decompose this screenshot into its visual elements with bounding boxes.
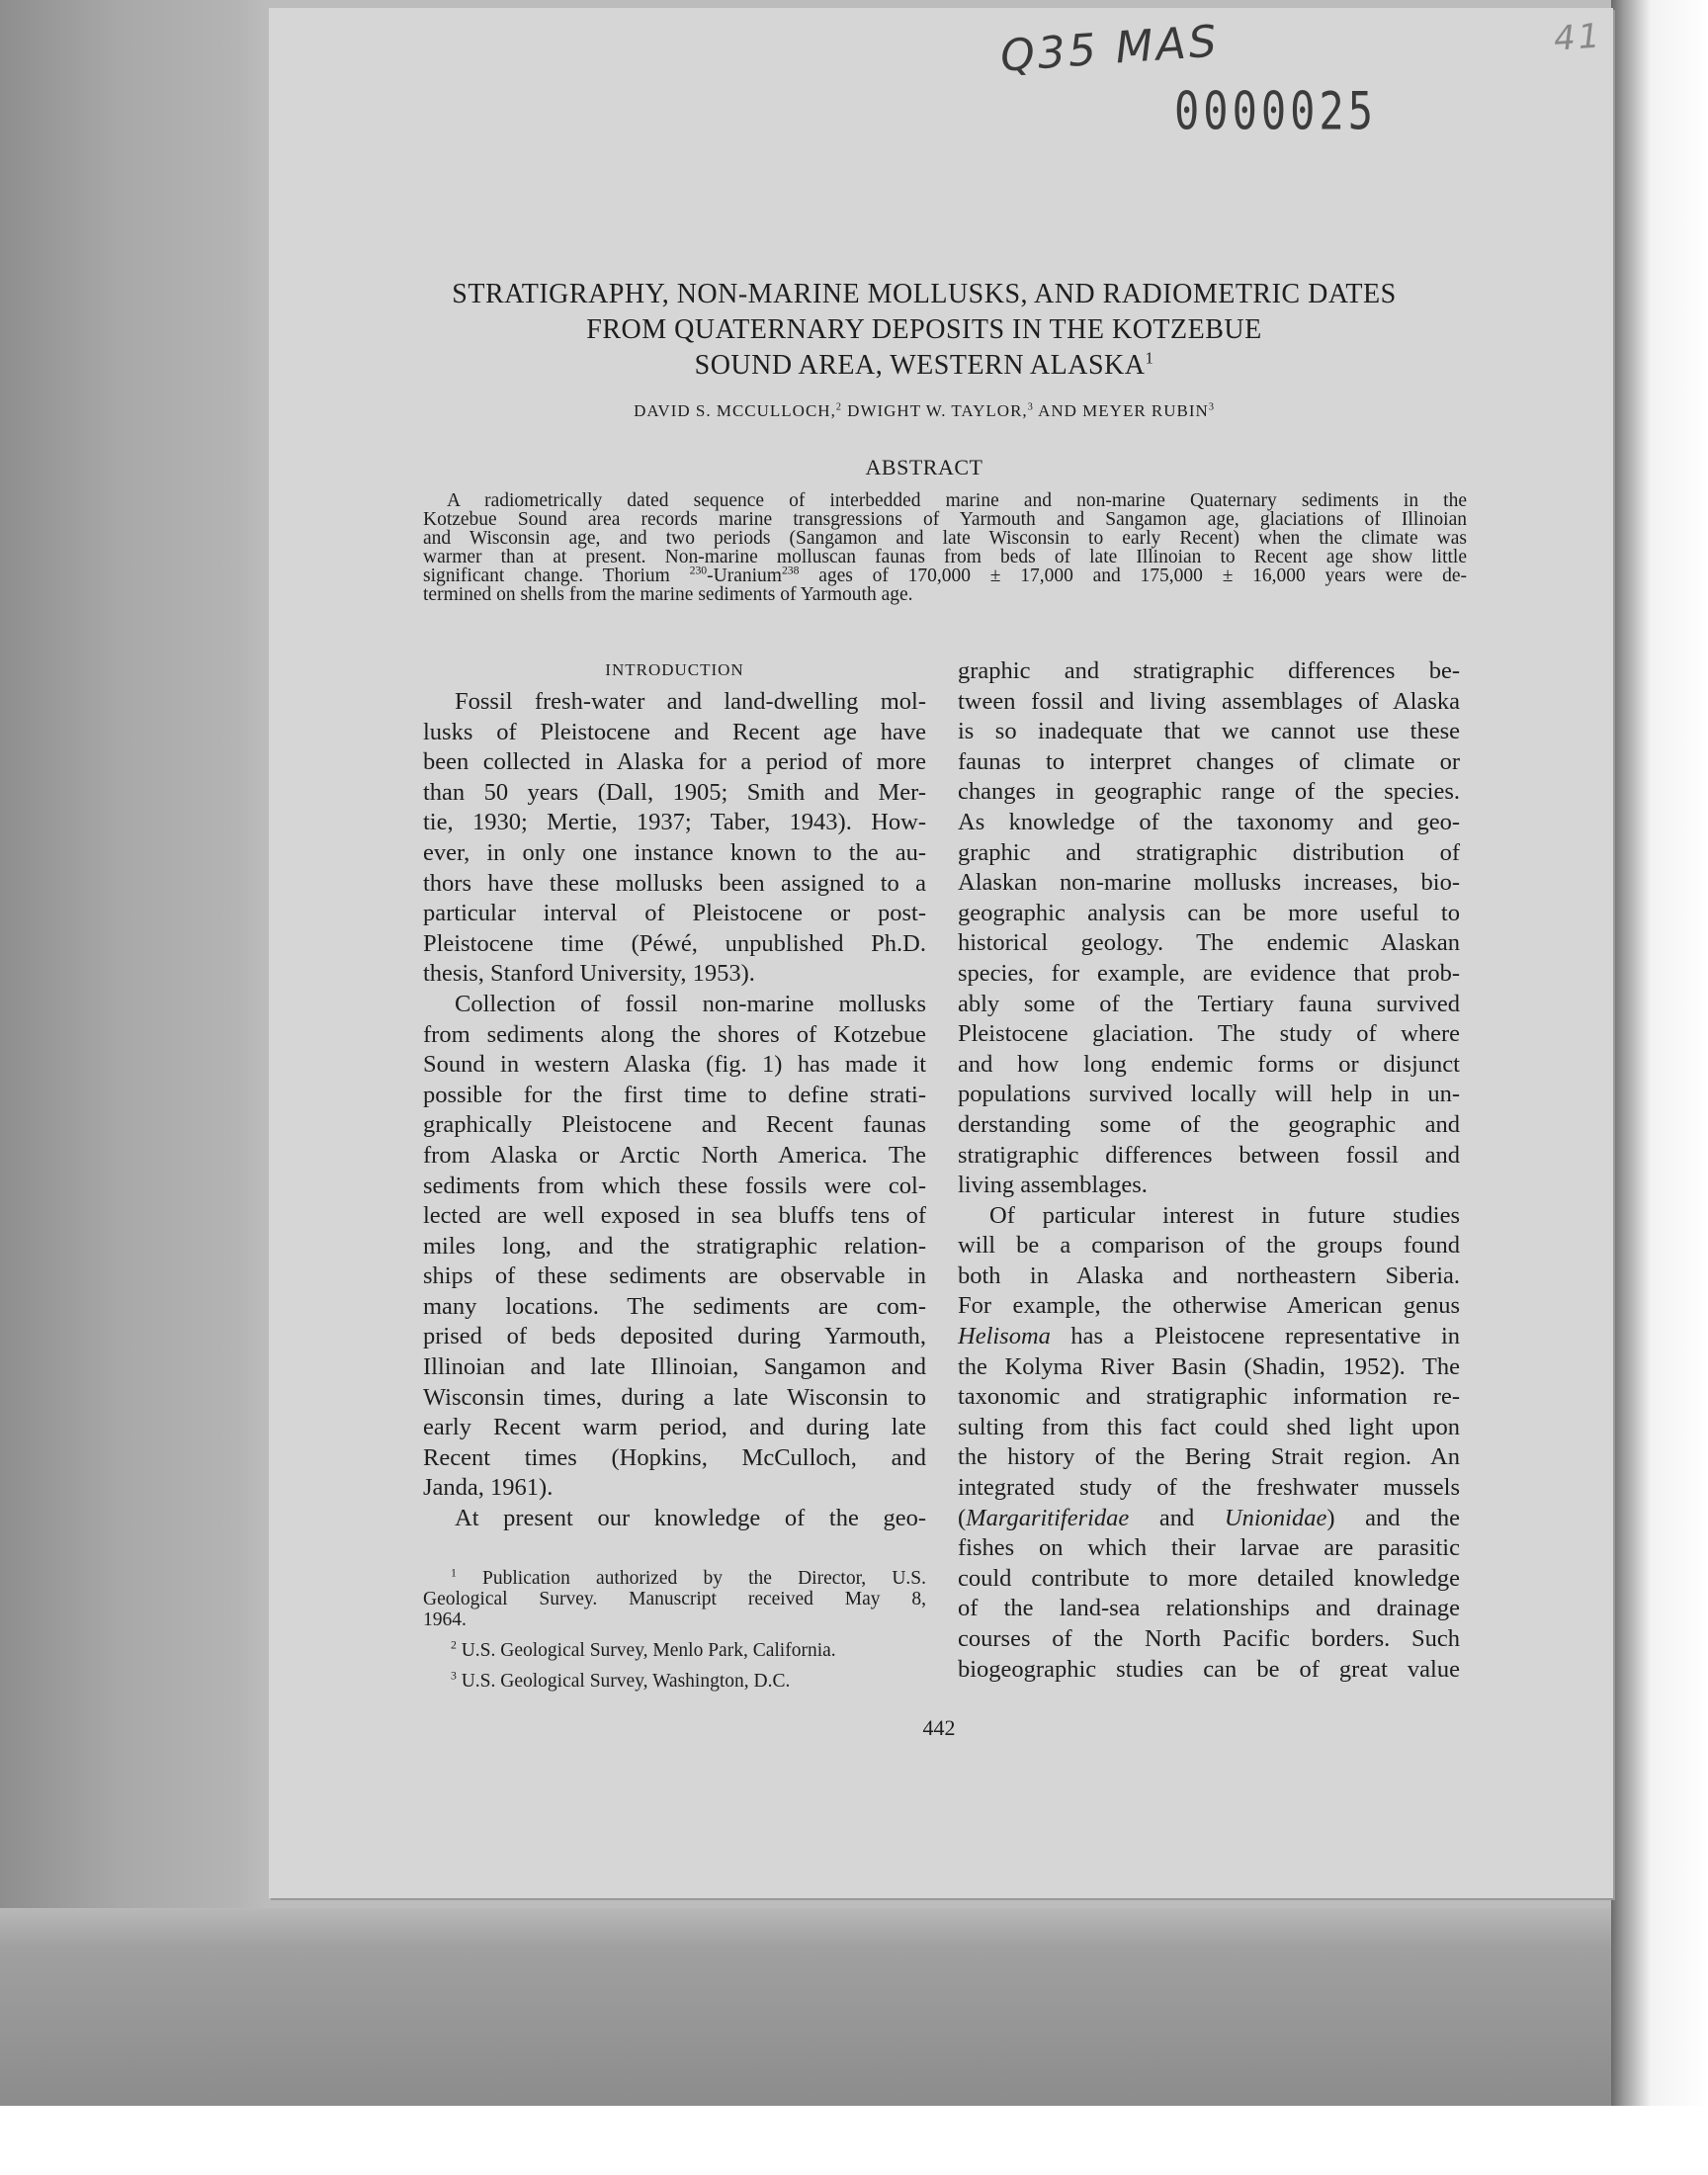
body-text-line: As knowledge of the taxonomy and geo-: [958, 808, 1460, 835]
body-text-line: sediments from which these fossils were col-: [423, 1172, 926, 1199]
stamped-document-number: 0000025: [1174, 80, 1378, 142]
scan-shadow-bottom: [0, 1908, 1708, 2106]
abstract-text: [423, 491, 1467, 604]
body-text-line: tween fossil and living assemblages of Alaska: [958, 687, 1460, 715]
isotope-mass-number: 230: [689, 564, 708, 577]
footnote-mark: 3: [451, 1669, 457, 1683]
body-text-line: than 50 years (Dall, 1905; Smith and Mer-: [423, 778, 926, 806]
body-text-line: graphically Pleistocene and Recent faunas: [423, 1111, 926, 1139]
body-text-line: been collected in Alaska for a period of more: [423, 748, 926, 776]
abstract-line: A radiometrically dated sequence of interbedded marine and non-marine Quaternary sediments in the: [447, 490, 1467, 511]
body-text-line: of the land-sea relationships and drainage: [958, 1595, 1460, 1622]
footnote-line: Geological Survey. Manuscript received May 8,: [423, 1589, 926, 1610]
body-text-line: Fossil fresh-water and land-dwelling mol-: [455, 688, 926, 715]
body-text-line: stratigraphic differences between fossil and: [958, 1141, 1460, 1169]
page-number: 442: [922, 1715, 956, 1740]
body-text-line: possible for the first time to define strati-: [423, 1081, 926, 1108]
author-footnote-mark: 3: [1208, 401, 1215, 413]
body-text-line: lusks of Pleistocene and Recent age have: [423, 718, 926, 745]
body-text-line: from Alaska or Arctic North America. The: [423, 1141, 926, 1169]
body-text-line: Recent times (Hopkins, McCulloch, and: [423, 1443, 926, 1471]
body-text-line: thors have these mollusks been assigned to a: [423, 869, 926, 897]
author-footnote-mark: 3: [1027, 401, 1034, 413]
body-text-line: Collection of fossil non-marine mollusks: [455, 990, 926, 1017]
handwritten-catalog-note: Q35 MAS: [998, 16, 1222, 82]
body-text-line: species, for example, are evidence that prob-: [958, 959, 1460, 987]
title-line: STRATIGRAPHY, NON-MARINE MOLLUSKS, AND RADIOMETRIC DATES: [452, 279, 1397, 309]
body-text-line: biogeographic studies can be of great value: [958, 1655, 1460, 1683]
body-text-line: Pleistocene glaciation. The study of where: [958, 1020, 1460, 1048]
body-text-line: both in Alaska and northeastern Siberia.: [958, 1262, 1460, 1289]
body-text-line: from sediments along the shores of Kotzebue: [423, 1020, 926, 1048]
body-text-line: Pleistocene time (Péwé, unpublished Ph.D.: [423, 929, 926, 957]
right-text-column: [958, 656, 1460, 1685]
left-text-column: [423, 687, 926, 1534]
abstract-line: [423, 566, 1467, 585]
body-text-line: Illinoian and late Illinoian, Sangamon and: [423, 1353, 926, 1381]
author-name: AND MEYER RUBIN: [1038, 401, 1209, 420]
title-line: [395, 348, 1453, 384]
body-text-line: and how long endemic forms or disjunct: [958, 1050, 1460, 1078]
title-footnote-mark: 1: [1145, 348, 1154, 368]
body-text-line: At present our knowledge of the geo-: [455, 1505, 926, 1532]
body-text-line: could contribute to more detailed knowledge: [958, 1564, 1460, 1592]
taxon-name: Margaritiferidae: [966, 1504, 1130, 1531]
section-heading-introduction: INTRODUCTION: [605, 660, 744, 679]
abstract-line-text: ages of 170,000 ± 17,000 and 175,000 ± 16,000 years were de-: [799, 566, 1467, 586]
body-text-line: ships of these sediments are observable in: [423, 1262, 926, 1290]
body-text-line: (Margaritiferidae and Unionidae) and the: [958, 1504, 1460, 1531]
body-text-line: historical geology. The endemic Alaskan: [958, 929, 1460, 957]
body-text-line: early Recent warm period, and during late: [423, 1414, 926, 1441]
body-text-line: ever, in only one instance known to the au-: [423, 838, 926, 866]
footnote-line: $^1$ Publication authorized by the Director, U.S.: [451, 1566, 927, 1589]
footnote-line: $^2$ U.S. Geological Survey, Menlo Park, California.: [451, 1638, 836, 1661]
body-text-line: For example, the otherwise American genus: [958, 1292, 1460, 1320]
body-text-line: Wisconsin times, during a late Wisconsin to: [423, 1383, 926, 1411]
abstract-heading: ABSTRACT: [865, 455, 983, 479]
body-text-line: prised of beds deposited during Yarmouth,: [423, 1323, 926, 1350]
footnote-gap: [423, 1661, 926, 1671]
body-text-line: tie, 1930; Mertie, 1937; Taber, 1943). How-: [423, 809, 926, 836]
body-text-line: miles long, and the stratigraphic relation-: [423, 1232, 926, 1260]
body-text-line: Sound in western Alaska (fig. 1) has made it: [423, 1051, 926, 1079]
title-line-text: SOUND AREA, WESTERN ALASKA: [694, 350, 1146, 381]
footnote-mark: 2: [451, 1638, 457, 1652]
body-text-line: the history of the Bering Strait region. An: [958, 1443, 1460, 1471]
author-footnote-mark: 2: [835, 401, 842, 413]
body-text-line: thesis, Stanford University, 1953).: [423, 960, 755, 988]
body-text-line: Janda, 1961).: [423, 1474, 554, 1502]
body-text-line: Of particular interest in future studies: [989, 1201, 1460, 1229]
abstract-line: warmer than at present. Non-marine molluscan faunas from beds of late Illinoian to Recent age show little: [423, 547, 1467, 567]
footnote-mark: 1: [451, 1566, 457, 1580]
author-name: DWIGHT W. TAYLOR,: [847, 401, 1028, 420]
body-text-line: taxonomic and stratigraphic information re-: [958, 1383, 1460, 1411]
paper-title: [395, 277, 1453, 384]
body-text-line: changes in geographic range of the species.: [958, 778, 1460, 806]
abstract-line-text: significant change. Thorium: [423, 566, 670, 586]
body-text-line: the Kolyma River Basin (Shadin, 1952). The: [958, 1352, 1460, 1380]
title-line: FROM QUATERNARY DEPOSITS IN THE KOTZEBUE: [586, 314, 1262, 345]
body-text-line: integrated study of the freshwater mussels: [958, 1474, 1460, 1502]
body-text-line: will be a comparison of the groups found: [958, 1232, 1460, 1260]
body-text-line: populations survived locally will help in un-: [958, 1081, 1460, 1108]
body-text-line: Helisoma has a Pleistocene representative in: [958, 1323, 1460, 1350]
body-text-line: graphic and stratigraphic differences be-: [958, 657, 1460, 684]
taxon-name: Unionidae: [1224, 1504, 1327, 1531]
body-text-line: living assemblages.: [958, 1172, 1148, 1199]
scan-shadow-right: [1611, 0, 1708, 2106]
taxon-name: Helisoma: [958, 1323, 1051, 1350]
footnote-gap: [423, 1630, 926, 1640]
abstract-line: termined on shells from the marine sediments of Yarmouth age.: [423, 584, 913, 605]
body-text-line: sulting from this fact could shed light upon: [958, 1413, 1460, 1440]
isotope-mass-number: 238: [781, 564, 800, 577]
footnote-line: $^3$ U.S. Geological Survey, Washington, D.C.: [451, 1669, 791, 1692]
author-list: [395, 401, 1453, 421]
body-text-line: Alaskan non-marine mollusks increases, bio-: [958, 869, 1460, 897]
abstract-line-text: -Uranium: [707, 566, 782, 586]
body-text-line: faunas to interpret changes of climate or: [958, 747, 1460, 775]
footnotes: [423, 1568, 926, 1692]
body-text-line: graphic and stratigraphic distribution of: [958, 838, 1460, 866]
handwritten-margin-note: 41: [1552, 16, 1604, 59]
body-text-line: many locations. The sediments are com-: [423, 1292, 926, 1320]
abstract-line: Kotzebue Sound area records marine transgressions of Yarmouth and Sangamon age, glaciations of Illinoian: [423, 509, 1467, 530]
body-text-line: particular interval of Pleistocene or post-: [423, 900, 926, 927]
abstract-line: and Wisconsin age, and two periods (Sangamon and late Wisconsin to early Recent) when the climate was: [423, 528, 1467, 549]
body-text-line: courses of the North Pacific borders. Such: [958, 1625, 1460, 1652]
body-text-line: lected are well exposed in sea bluffs tens of: [423, 1202, 926, 1230]
footnote-line: 1964.: [423, 1610, 467, 1630]
body-text-line: is so inadequate that we cannot use these: [958, 718, 1460, 745]
body-text-line: ably some of the Tertiary fauna survived: [958, 990, 1460, 1017]
body-text-line: geographic analysis can be more useful to: [958, 899, 1460, 926]
body-text-line: fishes on which their larvae are parasitic: [958, 1534, 1460, 1562]
body-text-line: derstanding some of the geographic and: [958, 1110, 1460, 1138]
author-name: DAVID S. MCCULLOCH,: [634, 401, 836, 420]
